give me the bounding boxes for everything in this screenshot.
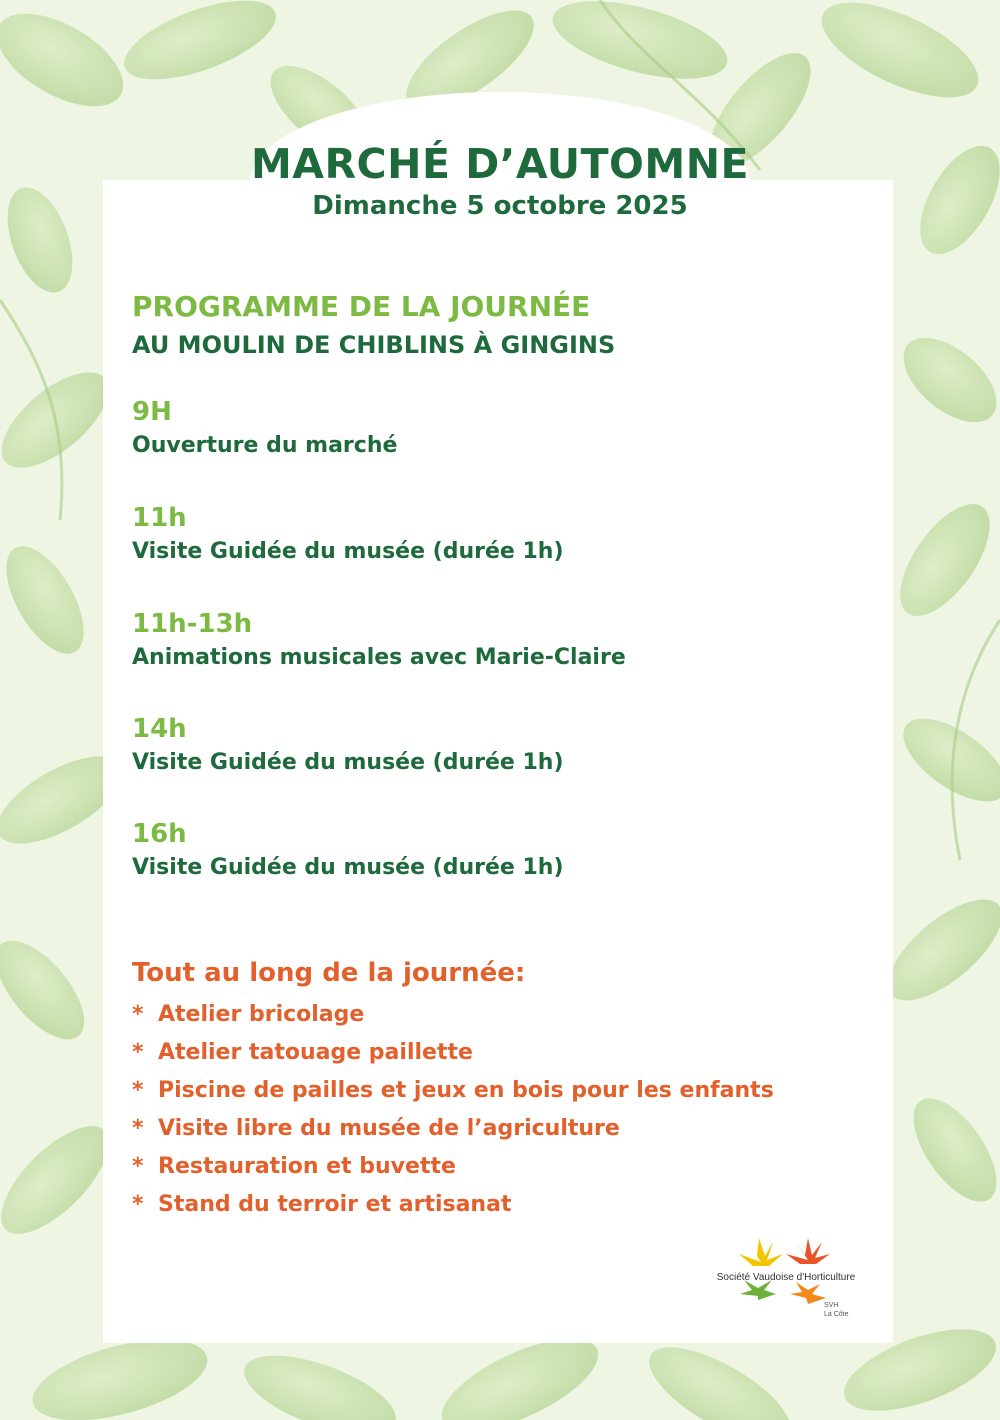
list-item xyxy=(132,1072,774,1110)
logo-name: Société Vaudoise d'Horticulture xyxy=(716,1272,856,1283)
asterisk-icon: * xyxy=(132,1002,144,1027)
list-item-label: Atelier tatouage paillette xyxy=(158,1040,473,1065)
asterisk-icon: * xyxy=(132,1154,144,1179)
slot-description: Visite Guidée du musée (durée 1h) xyxy=(132,539,564,564)
slot-time: 11h xyxy=(132,503,187,533)
svh-logo xyxy=(706,1238,866,1322)
list-item xyxy=(132,996,774,1034)
slot-time: 16h xyxy=(132,819,187,849)
event-date: Dimanche 5 octobre 2025 xyxy=(312,191,688,221)
slot-time: 11h-13h xyxy=(132,609,253,639)
schedule-slot xyxy=(132,714,564,775)
slot-description: Ouverture du marché xyxy=(132,433,398,458)
programme-location: AU MOULIN DE CHIBLINS À GINGINS xyxy=(132,331,616,359)
all-day-section xyxy=(132,958,774,1224)
list-item-label: Stand du terroir et artisanat xyxy=(158,1192,512,1217)
slot-description: Animations musicales avec Marie-Claire xyxy=(132,645,626,670)
schedule-slot xyxy=(132,397,397,458)
all-day-list xyxy=(132,996,774,1224)
event-title: MARCHÉ D’AUTOMNE xyxy=(250,140,750,188)
asterisk-icon: * xyxy=(132,1078,144,1103)
slot-description: Visite Guidée du musée (durée 1h) xyxy=(132,855,564,880)
list-item-label: Atelier bricolage xyxy=(158,1002,365,1027)
asterisk-icon: * xyxy=(132,1116,144,1141)
list-item xyxy=(132,1034,774,1072)
asterisk-icon: * xyxy=(132,1040,144,1065)
logo-abbreviation: SVH xyxy=(824,1302,839,1309)
list-item xyxy=(132,1110,774,1148)
programme-title: PROGRAMME DE LA JOURNÉE xyxy=(132,290,591,323)
list-item xyxy=(132,1148,774,1186)
slot-description: Visite Guidée du musée (durée 1h) xyxy=(132,750,564,775)
asterisk-icon: * xyxy=(132,1192,144,1217)
slot-time: 9H xyxy=(132,397,172,427)
schedule-slot xyxy=(132,503,564,564)
list-item-label: Piscine de pailles et jeux en bois pour les enfants xyxy=(158,1078,774,1103)
schedule-slot xyxy=(132,819,564,880)
all-day-title: Tout au long de la journée: xyxy=(132,958,526,988)
list-item-label: Visite libre du musée de l’agriculture xyxy=(158,1116,620,1141)
slot-time: 14h xyxy=(132,714,187,744)
list-item xyxy=(132,1186,774,1224)
logo-place: La Côte xyxy=(824,1311,849,1318)
schedule-slot xyxy=(132,609,626,670)
list-item-label: Restauration et buvette xyxy=(158,1154,456,1179)
